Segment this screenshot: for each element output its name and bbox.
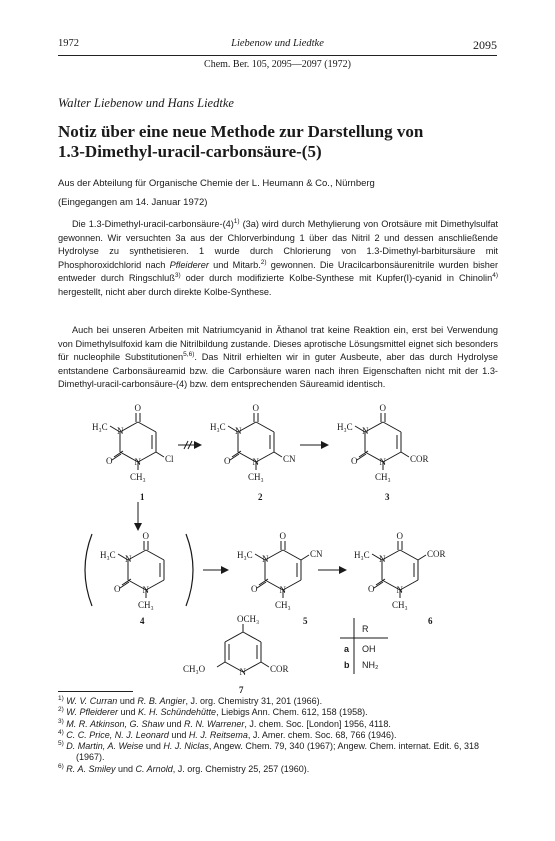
title-line-2: 1.3-Dimethyl-uracil-carbonsäure-(5): [58, 142, 322, 161]
footnote: [58, 741, 498, 764]
text-run: und: [115, 763, 136, 774]
methyl-label: H₃C: [337, 422, 353, 432]
footnote-number: 5): [58, 740, 64, 748]
compound-label-4: 4: [140, 616, 145, 626]
oxygen-label: O: [279, 531, 286, 541]
cor-label: COR: [270, 664, 289, 674]
oxygen-label: O: [134, 403, 141, 413]
authors: Walter Liebenow und Hans Liedtke: [58, 96, 234, 110]
methoxy-label: OCH₃: [237, 614, 260, 624]
oxygen-label: O: [106, 456, 113, 466]
footnote-author: K. H. Schündehütte: [138, 707, 217, 718]
running-title: Liebenow und Liedtke: [231, 38, 324, 49]
footnote-text: , J. org. Chemistry 31, 201 (1966).: [185, 696, 323, 706]
text-run: und: [117, 696, 138, 706]
oxygen-label: O: [252, 403, 259, 413]
table-row-value: NH₂: [362, 660, 379, 670]
nitrogen-label: N: [379, 554, 386, 564]
footnote-text: , Angew. Chem. 79, 340 (1967); Angew. Chem. internat. Edit. 6, 318 (1967).: [76, 741, 480, 763]
text-run: und: [164, 718, 185, 729]
chloro-label: Cl: [165, 454, 174, 464]
footnote-author: W. Pfleiderer: [66, 707, 118, 718]
footnote-author: H. J. Niclas: [163, 741, 209, 752]
title-line-1: Notiz über eine neue Methode zur Darstellung von: [58, 122, 424, 141]
journal-year: 1972: [58, 38, 79, 49]
compound-label-6: 6: [428, 616, 433, 626]
compound-label-1: 1: [140, 492, 145, 502]
footnote-author: M. R. Atkinson, G. Shaw: [66, 718, 164, 729]
text-run: oder durch modifizierte Kolbe-Synthese mit Kupfer(I)-cyanid in Chinolin: [180, 273, 493, 284]
paragraph-2: [58, 324, 498, 392]
methyl-label: CH₃: [275, 600, 291, 610]
footnote-number: 6): [58, 762, 64, 770]
compound-label-7: 7: [239, 685, 244, 695]
footnotes: [58, 696, 498, 775]
bracket-right: [186, 534, 193, 606]
footnote-number: 2): [58, 706, 64, 714]
reaction-scheme: [58, 403, 498, 695]
received-date: (Eingegangen am 14. Januar 1972): [58, 197, 208, 208]
cyano-label: CN: [283, 454, 296, 464]
ref-mark: 5,6): [183, 351, 195, 359]
nitrogen-label: N: [125, 554, 132, 564]
nitrogen-label: N: [379, 457, 386, 467]
text-run: und: [168, 729, 189, 740]
methyl-label: CH₃: [392, 600, 408, 610]
footnote: [58, 719, 498, 730]
methyl-label: H₃C: [237, 550, 253, 560]
footnote-author: R. B. Angier: [137, 696, 186, 706]
methoxy-label: CH₃O: [183, 664, 206, 674]
footnote-author: R. N. Warrener: [184, 718, 245, 729]
text-run: und: [117, 707, 139, 718]
compound-label-3: 3: [385, 492, 390, 502]
compound-label-2: 2: [258, 492, 263, 502]
text-run: Auch bei unseren Arbeiten mit Natriumcyanid in Äthanol trat keine Reaktion ein, erst bei Verwendung von Dimethylsulfoxid kam die Nitrilbildung zustande. Dieses aprotische Lösungsmittel eignet sich besonders für nucleophile Substitutionen: [58, 325, 498, 363]
page-number: 2095: [473, 38, 497, 52]
footnote: [58, 764, 498, 775]
nitrogen-label: N: [362, 426, 369, 436]
nitrogen-label: N: [279, 585, 286, 595]
text-run: und Mitarb.: [208, 259, 261, 270]
footnote: [58, 730, 498, 741]
footnote-text: , J. Amer. chem. Soc. 68, 766 (1946).: [247, 729, 397, 740]
bracket-left: [85, 534, 92, 606]
table-row-key: b: [344, 660, 350, 670]
nitrogen-label: N: [235, 426, 242, 436]
affiliation: Aus der Abteilung für Organische Chemie der L. Heumann & Co., Nürnberg: [58, 178, 375, 189]
substituent-table: [340, 618, 388, 674]
footnote-number: 1): [58, 695, 64, 702]
methyl-label: CH₃: [138, 600, 154, 610]
nitrogen-label: N: [134, 457, 141, 467]
footnote-rule: [58, 691, 133, 692]
text-run: gewonnen. Die Uracilcarbonsäurenitrile wurden bisher entweder durch Ringschluß: [58, 259, 499, 284]
cor-label: COR: [427, 549, 446, 559]
nitrogen-label: N: [252, 457, 259, 467]
text-run: Die 1.3-Dimethyl-uracil-carbonsäure-(4): [72, 219, 234, 229]
oxygen-label: O: [114, 584, 121, 594]
text-run: (3a) wird durch Methylierung von Orotsäure mit Dimethylsulfat gewonnen. Wir versuchten 3a aus der Chlorverbindung 1 über das Nitril 2 und dessen anschließende Hydrolyse zu synthetisieren. 1 wurde durch Chlorierung von 1.3-Dimethyl-barbitursäure mit Phosphoroxidchlorid nach: [58, 219, 498, 270]
paragraph-1: [58, 218, 498, 300]
ref-mark: 4): [492, 272, 498, 280]
methyl-label: H₃C: [354, 550, 370, 560]
citation-line: Chem. Ber. 105, 2095—2097 (1972): [204, 59, 351, 70]
text-run: . Das Nitril erhielten wir in guter Ausbeute, aber das durch Hydrolyse entstandene Carbonsäureamid bzw. die Carbonsäure waren nach ihren Eigenschaften nicht mit der 1.3-Dimethyl-uracil-carbonsäure-(4) bzw. dem entsprechenden Säureamid identisch.: [58, 352, 498, 390]
text-run: und: [143, 741, 164, 752]
footnote-author: R. A. Smiley: [66, 763, 116, 774]
running-header: [58, 38, 497, 52]
footnote: [58, 696, 498, 707]
compound-label-5: 5: [303, 616, 308, 626]
nitrogen-label: N: [117, 426, 124, 436]
footnote-number: 3): [58, 717, 64, 725]
methyl-label: H₃C: [100, 550, 116, 560]
footnote-author: W. V. Curran: [66, 696, 118, 706]
methyl-label: CH₃: [130, 472, 146, 482]
oxygen-label: O: [351, 456, 358, 466]
author-name: Pfleiderer: [169, 259, 209, 270]
table-row-key: a: [344, 644, 350, 654]
footnote-text: , J. chem. Soc. [London] 1956, 4118.: [244, 718, 391, 729]
oxygen-label: O: [396, 531, 403, 541]
footnote-number: 4): [58, 728, 64, 736]
article-title: [58, 122, 498, 162]
methyl-label: H₃C: [210, 422, 226, 432]
footnote-author: H. J. Reitsema: [188, 729, 248, 740]
methyl-label: CH₃: [248, 472, 264, 482]
footnote-text: , J. org. Chemistry 25, 257 (1960).: [172, 763, 310, 774]
footnote-author: D. Martin, A. Weise: [66, 741, 144, 752]
footnote-author: C. Arnold: [135, 763, 173, 774]
footnote-text: , Liebigs Ann. Chem. 612, 158 (1958).: [216, 707, 368, 718]
nitrogen-label: N: [262, 554, 269, 564]
cor-label: COR: [410, 454, 429, 464]
ref-mark: 2): [260, 258, 267, 266]
methyl-label: H₃C: [92, 422, 108, 432]
oxygen-label: O: [251, 584, 258, 594]
table-row-value: OH: [362, 644, 376, 654]
footnote: [58, 707, 498, 718]
ref-mark: 3): [174, 272, 181, 280]
cyano-label: CN: [310, 549, 323, 559]
oxygen-label: O: [368, 584, 375, 594]
header-rule: [58, 55, 497, 56]
ref-mark: 1): [233, 217, 240, 225]
text-run: hergestellt, nicht aber durch direkte Kolbe-Synthese.: [58, 286, 272, 297]
oxygen-label: O: [142, 531, 149, 541]
table-header: R: [362, 624, 369, 634]
oxygen-label: O: [224, 456, 231, 466]
footnote-author: C. C. Price, N. J. Leonard: [66, 729, 169, 740]
oxygen-label: O: [379, 403, 386, 413]
nitrogen-label: N: [239, 667, 246, 677]
nitrogen-label: N: [142, 585, 149, 595]
nitrogen-label: N: [396, 585, 403, 595]
methyl-label: CH₃: [375, 472, 391, 482]
